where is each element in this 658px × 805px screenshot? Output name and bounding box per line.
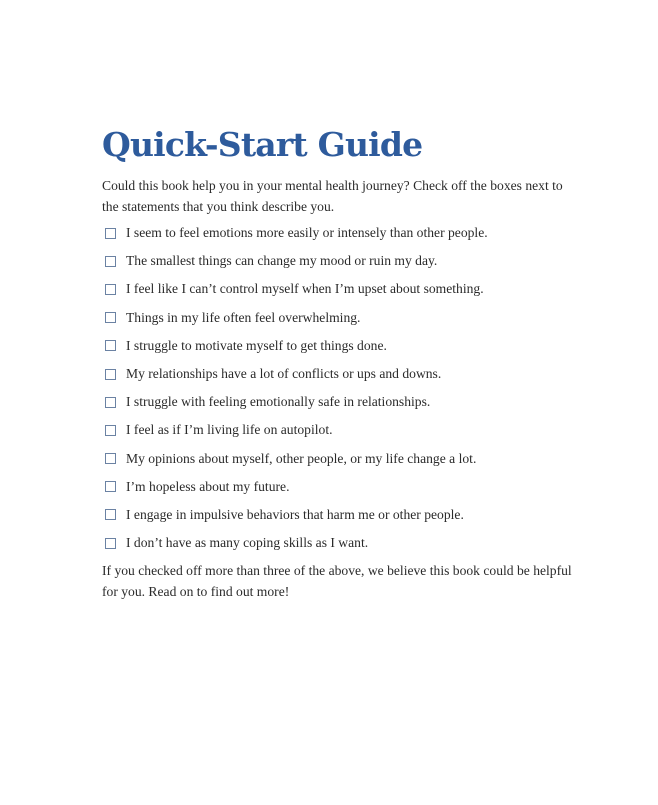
checklist-item[interactable] — [105, 388, 488, 416]
checkbox-icon[interactable] — [105, 284, 116, 295]
checklist-item-label: I struggle with feeling emotionally safe in relationships. — [126, 394, 431, 410]
checkbox-icon[interactable] — [105, 256, 116, 267]
checkbox-icon[interactable] — [105, 425, 116, 436]
checklist-item[interactable] — [105, 529, 488, 557]
checklist-item-label: I engage in impulsive behaviors that harm me or other people. — [126, 506, 464, 522]
checkbox-icon[interactable] — [105, 453, 116, 464]
intro-paragraph: Could this book help you in your mental health journey? Check off the boxes next to the statements that you think describe you. — [102, 178, 563, 214]
checkbox-icon[interactable] — [105, 481, 116, 492]
checkbox-icon[interactable] — [105, 312, 116, 323]
checklist-item[interactable] — [105, 360, 488, 388]
checklist-item[interactable] — [105, 332, 488, 360]
checklist-item[interactable] — [105, 304, 488, 332]
checklist-item[interactable] — [105, 247, 488, 275]
page-title: Quick-Start Guide — [102, 125, 423, 164]
closing-paragraph: If you checked off more than three of the above, we believe this book could be helpful for you. Read on to find out more! — [102, 563, 572, 599]
checklist-item-label: The smallest things can change my mood or ruin my day. — [126, 253, 438, 269]
checklist-item-label: My relationships have a lot of conflicts or ups and downs. — [126, 366, 442, 382]
checkbox-icon[interactable] — [105, 340, 116, 351]
checklist-item[interactable] — [105, 501, 488, 529]
checklist-item-label: I don’t have as many coping skills as I want. — [126, 535, 369, 551]
checklist-item-label: I struggle to motivate myself to get things done. — [126, 337, 387, 353]
statement-checklist — [105, 219, 488, 557]
checkbox-icon[interactable] — [105, 369, 116, 380]
checklist-item[interactable] — [105, 416, 488, 444]
checklist-item-label: I feel as if I’m living life on autopilot. — [126, 422, 333, 438]
checklist-item[interactable] — [105, 275, 488, 303]
checklist-item-label: I seem to feel emotions more easily or intensely than other people. — [126, 225, 488, 241]
checklist-item-label: Things in my life often feel overwhelming. — [126, 309, 361, 325]
checklist-item[interactable] — [105, 445, 488, 473]
checkbox-icon[interactable] — [105, 397, 116, 408]
checkbox-icon[interactable] — [105, 538, 116, 549]
checklist-item[interactable] — [105, 473, 488, 501]
checkbox-icon[interactable] — [105, 228, 116, 239]
checklist-item[interactable] — [105, 219, 488, 247]
checklist-item-label: I’m hopeless about my future. — [126, 478, 290, 494]
checklist-item-label: I feel like I can’t control myself when I’m upset about something. — [126, 281, 484, 297]
checkbox-icon[interactable] — [105, 509, 116, 520]
checklist-item-label: My opinions about myself, other people, or my life change a lot. — [126, 450, 477, 466]
